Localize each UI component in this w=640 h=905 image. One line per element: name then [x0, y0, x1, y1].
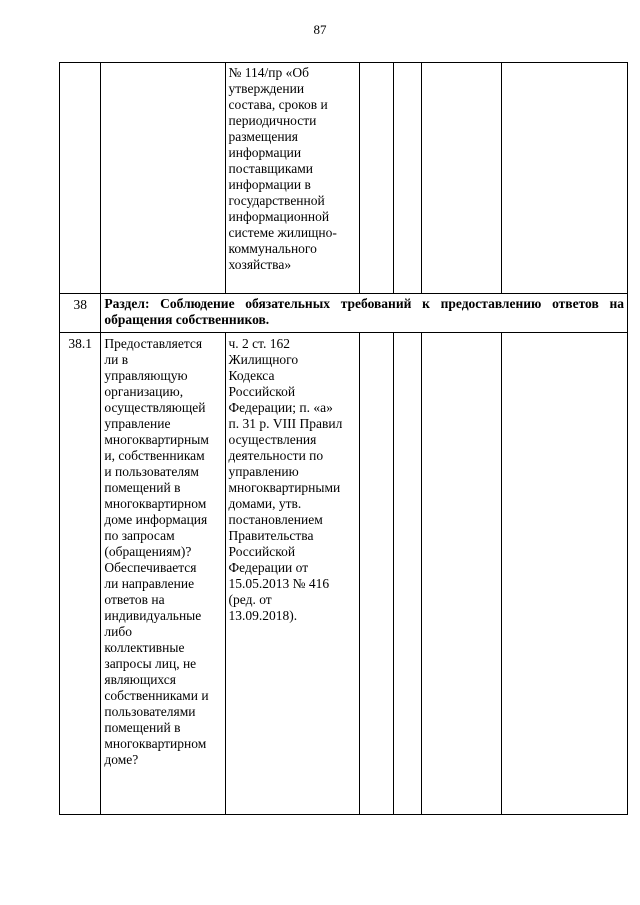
legal-basis-line: состава, сроков и: [228, 97, 328, 112]
question-line: многоквартирным: [104, 432, 209, 447]
table-row-section: [60, 294, 628, 333]
comment-cell: [501, 333, 627, 815]
question-line: и пользователям: [104, 464, 199, 479]
legal-basis-line: многоквартирными: [228, 480, 341, 495]
question-line: ли направление: [104, 576, 195, 591]
legal-basis-line: информации: [228, 145, 302, 160]
legal-basis-line: хозяйства»: [228, 257, 292, 272]
comment-cell: [501, 63, 627, 294]
question-line: организацию,: [104, 384, 184, 399]
legal-basis-line: ч. 2 ст. 162: [228, 336, 291, 351]
question-line: осуществляющей: [104, 400, 206, 415]
legal-basis-line: управлению: [228, 464, 299, 479]
question-line: Обеспечивается: [104, 560, 197, 575]
legal-basis-line: поставщиками: [228, 161, 313, 176]
legal-basis-line: утверждении: [228, 81, 305, 96]
legal-basis-line: коммунального: [228, 241, 317, 256]
question-line: и, собственникам: [104, 448, 205, 463]
answer-no-cell: [394, 333, 422, 815]
legal-basis-line: Российской: [228, 544, 296, 559]
legal-basis-line: деятельности по: [228, 448, 324, 463]
legal-basis-line: п. 31 р. VIII Правил: [228, 416, 343, 431]
question-line: по запросам: [104, 528, 175, 543]
question-line: многоквартирном: [104, 736, 207, 751]
question-line: помещений в: [104, 720, 181, 735]
table-row-item: [60, 333, 628, 815]
legal-basis-cell: [225, 333, 359, 815]
legal-basis-cell: [225, 63, 359, 294]
question-line: ответов на: [104, 592, 165, 607]
question-line: коллективные: [104, 640, 185, 655]
question-line: либо: [104, 624, 132, 639]
legal-basis-line: Федерации от: [228, 560, 309, 575]
question-line: многоквартирном: [104, 496, 207, 511]
legal-basis-line: периодичности: [228, 113, 317, 128]
legal-basis-line: системе жилищно-: [228, 225, 337, 240]
question-cell: [101, 63, 225, 294]
item-number: 38.1: [60, 333, 101, 815]
question-line: собственниками и: [104, 688, 209, 703]
checklist-table: [59, 62, 628, 815]
legal-basis-line: осуществления: [228, 432, 317, 447]
question-line: помещений в: [104, 480, 181, 495]
legal-basis-line: Жилищного: [228, 352, 299, 367]
legal-basis-line: Правительства: [228, 528, 314, 543]
question-line: являющихся: [104, 672, 176, 687]
question-line: ли в: [104, 352, 129, 367]
legal-basis-line: 15.05.2013 № 416: [228, 576, 330, 591]
not-applicable-cell: [422, 333, 502, 815]
legal-basis-line: домами, утв.: [228, 496, 302, 511]
legal-basis-line: постановлением: [228, 512, 323, 527]
legal-basis-line: информации в: [228, 177, 311, 192]
section-number: 38: [60, 294, 101, 333]
question-line: запросы лиц, не: [104, 656, 197, 671]
legal-basis-line: Кодекса: [228, 368, 275, 383]
number-cell: [60, 63, 101, 294]
answer-yes-cell: [360, 63, 394, 294]
not-applicable-cell: [422, 63, 502, 294]
page-number: 87: [313, 22, 327, 37]
question-line: индивидуальные: [104, 608, 202, 623]
answer-yes-cell: [360, 333, 394, 815]
question-line: пользователями: [104, 704, 196, 719]
legal-basis-line: размещения: [228, 129, 298, 144]
legal-basis-line: № 114/пр «Об: [228, 65, 309, 80]
question-cell: [101, 333, 225, 815]
question-line: Предоставляется: [104, 336, 203, 351]
legal-basis-line: информационной: [228, 209, 330, 224]
legal-basis-line: Российской: [228, 384, 296, 399]
question-line: управляющую: [104, 368, 188, 383]
answer-no-cell: [394, 63, 422, 294]
legal-basis-line: государственной: [228, 193, 325, 208]
question-line: управление: [104, 416, 171, 431]
table-row-continued: [60, 63, 628, 294]
question-line: (обращениям)?: [104, 544, 192, 559]
question-line: доме?: [104, 752, 139, 767]
legal-basis-line: Федерации; п. «а»: [228, 400, 333, 415]
legal-basis-line: (ред. от: [228, 592, 272, 607]
section-title: Раздел: Соблюдение обязательных требований к предоставлению ответов на обращения собственников.: [101, 294, 628, 333]
question-line: доме информация: [104, 512, 208, 527]
legal-basis-line: 13.09.2018).: [228, 608, 298, 623]
